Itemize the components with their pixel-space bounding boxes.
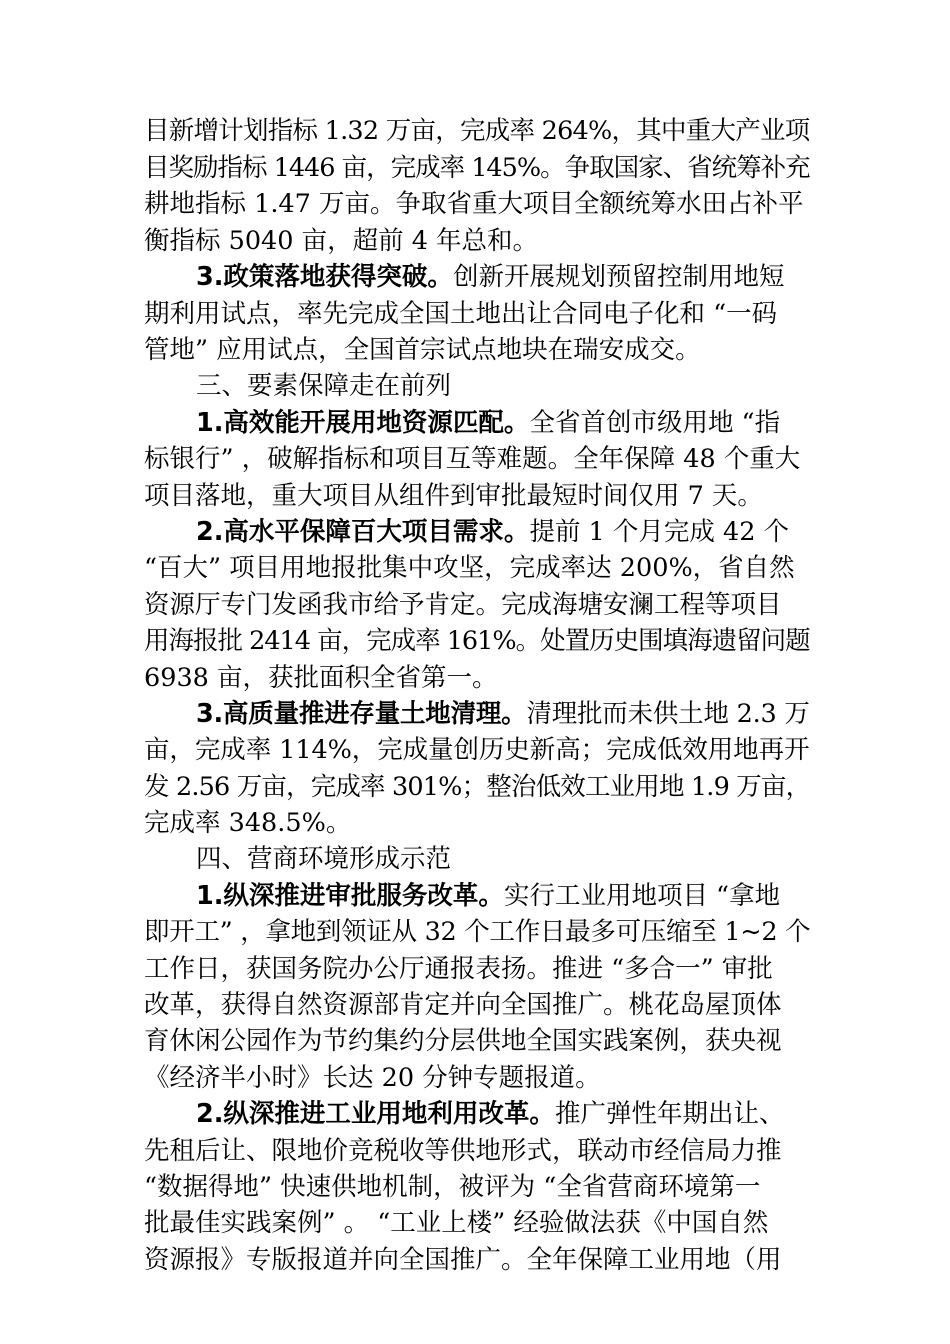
section-heading: 四、营商环境形成示范 (196, 844, 452, 874)
text-line: 目奖励指标 1446 亩，完成率 145%。争取国家、省统筹补充 (144, 153, 810, 183)
text-line: 工作日，获国务院办公厅通报表扬。推进 “多合一” 审批 (144, 954, 773, 984)
text-line: 衡指标 5040 亩，超前 4 年总和。 (144, 226, 539, 256)
text-line: 批最佳实践案例” 。 “工业上楼” 经验做法获《中国自然 (144, 1208, 769, 1238)
text-line: “数据得地” 快速供地机制，被评为 “全省营商环境第一 (144, 1172, 761, 1202)
paragraph-heading: 2.高水平保障百大项目需求。 (196, 517, 530, 547)
text-line: 即开工” ，拿地到领证从 32 个工作日最多可压缩至 1~2 个 (144, 917, 811, 947)
text-line: 发 2.56 万亩，完成率 301%；整治低效工业用地 1.9 万亩， (144, 772, 811, 802)
text-line: 目新增计划指标 1.32 万亩，完成率 264%，其中重大产业项 (144, 116, 810, 146)
paragraph-line (196, 694, 810, 734)
text-line: 改革，获得自然资源部肯定并向全国推广。桃花岛屋顶体 (144, 990, 782, 1020)
paragraph-heading: 3.政策落地获得突破。 (196, 262, 453, 292)
text-line: 亩，完成率 114%，完成量创历史新高；完成低效用地再开 (144, 735, 810, 765)
text-line: 完成率 348.5%。 (144, 808, 352, 838)
paragraph-line (196, 403, 810, 443)
text-line: “百大” 项目用地报批集中攻坚，完成率达 200%，省自然 (144, 553, 795, 583)
section-heading: 三、要素保障走在前列 (196, 371, 452, 401)
paragraph-text: 清理批而未供土地 2.3 万 (526, 699, 810, 729)
paragraph-line (196, 876, 810, 916)
paragraph-text: 实行工业用地项目 “拿地 (503, 881, 781, 911)
paragraph-text: 全省首创市级用地 “指 (529, 408, 781, 438)
paragraph-heading: 1.高效能开展用地资源匹配。 (196, 408, 530, 438)
text-line: 管地” 应用试点，全国首宗试点地块在瑞安成交。 (144, 335, 701, 365)
text-line: 《经济半小时》长达 20 分钟专题报道。 (144, 1063, 601, 1093)
text-line: 用海报批 2414 亩，完成率 161%。处置历史围填海遗留问题 (144, 626, 810, 656)
text-line: 项目落地，重大项目从组件到审批最短时间仅用 7 天。 (144, 481, 763, 511)
text-line: 资源报》专版报道并向全国推广。全年保障工业用地（用 (144, 1245, 782, 1275)
paragraph-heading: 2.纵深推进工业用地利用改革。 (196, 1099, 555, 1129)
text-line: 资源厅专门发函我市给予肯定。完成海塘安澜工程等项目 (144, 590, 782, 620)
text-line: 先租后让、限地价竞税收等供地形式，联动市经信局力推 (144, 1136, 782, 1166)
text-line: 6938 亩，获批面积全省第一。 (144, 663, 498, 693)
paragraph-line (196, 257, 810, 297)
paragraph-line (196, 512, 810, 552)
paragraph-text: 提前 1 个月完成 42 个 (529, 517, 790, 547)
paragraph-text: 创新开展规划预留控制用地短 (452, 262, 785, 292)
paragraph-text: 推广弹性年期出让、 (554, 1099, 785, 1129)
text-line: 耕地指标 1.47 万亩。争取省重大项目全额统筹水田占补平 (144, 189, 804, 219)
paragraph-heading: 1.纵深推进审批服务改革。 (196, 881, 504, 911)
text-line: 育休闲公园作为节约集约分层供地全国实践案例，获央视 (144, 1026, 782, 1056)
text-line: 期利用试点，率先完成全国土地出让合同电子化和 “一码 (144, 299, 778, 329)
paragraph-line (196, 1094, 810, 1134)
paragraph-heading: 3.高质量推进存量土地清理。 (196, 699, 527, 729)
text-line: 标银行” ，破解指标和项目互等难题。全年保障 48 个重大 (144, 444, 801, 474)
